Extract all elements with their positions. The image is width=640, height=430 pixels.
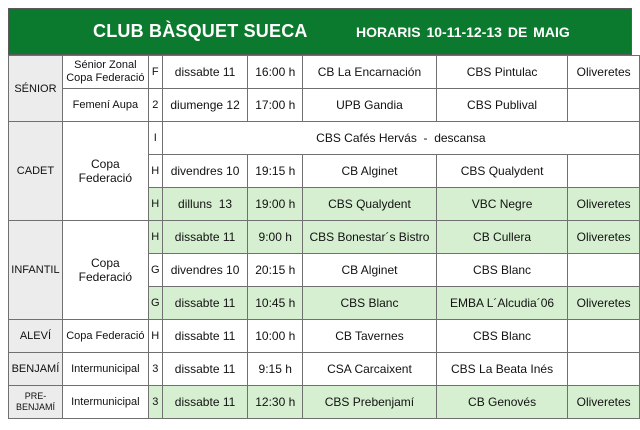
competition-cell: Sénior Zonal Copa Federació	[62, 56, 148, 89]
competition-cell: Intermunicipal	[62, 386, 148, 419]
time-cell: 17:00 h	[248, 89, 303, 122]
rest-notice: CBS Cafés Hervás - descansa	[162, 122, 639, 155]
home-team: CBS Bonestar´s Bistro	[303, 221, 437, 254]
time-cell: 19:00 h	[248, 188, 303, 221]
day-cell: dissabte 11	[162, 353, 248, 386]
home-team: CBS Prebenjamí	[303, 386, 437, 419]
home-team: UPB Gandia	[303, 89, 437, 122]
venue-cell	[568, 320, 640, 353]
category-cadet: CADET	[9, 122, 63, 221]
table-row	[9, 122, 640, 155]
competition-cell: Femení Aupa	[62, 89, 148, 122]
day-cell: divendres 10	[162, 155, 248, 188]
category-senior: SÉNIOR	[9, 56, 63, 122]
table-row	[9, 353, 640, 386]
home-team: CB Tavernes	[303, 320, 437, 353]
time-cell: 9:15 h	[248, 353, 303, 386]
away-team: VBC Negre	[436, 188, 567, 221]
category-prebenjami	[9, 386, 63, 419]
home-team: CB La Encarnación	[303, 56, 437, 89]
venue-cell: Oliveretes	[568, 56, 640, 89]
table-row	[9, 221, 640, 254]
group-code: F	[148, 56, 162, 89]
venue-cell: Oliveretes	[568, 287, 640, 320]
away-team: CBS Publival	[436, 89, 567, 122]
group-code: H	[148, 320, 162, 353]
time-cell: 19:15 h	[248, 155, 303, 188]
venue-cell: Oliveretes	[568, 188, 640, 221]
group-code: G	[148, 287, 162, 320]
table-row	[9, 386, 640, 419]
day-cell: dissabte 11	[162, 221, 248, 254]
day-cell: dissabte 11	[162, 287, 248, 320]
time-cell: 16:00 h	[248, 56, 303, 89]
day-cell: divendres 10	[162, 254, 248, 287]
competition-cell: Copa Federació	[62, 320, 148, 353]
group-code: I	[148, 122, 162, 155]
day-cell: dilluns 13	[162, 188, 248, 221]
table-row	[9, 320, 640, 353]
club-title: CLUB BÀSQUET SUECA	[93, 21, 308, 41]
competition-cell: Intermunicipal	[62, 353, 148, 386]
home-team: CBS Qualydent	[303, 188, 437, 221]
group-code: H	[148, 221, 162, 254]
group-code: H	[148, 155, 162, 188]
away-team: EMBA L´Alcudia´06	[436, 287, 567, 320]
venue-cell: Oliveretes	[568, 221, 640, 254]
away-team: CBS Blanc	[436, 254, 567, 287]
time-cell: 12:30 h	[248, 386, 303, 419]
competition-cell: Copa Federació	[62, 122, 148, 221]
group-code: 3	[148, 353, 162, 386]
category-infantil: INFANTIL	[9, 221, 63, 320]
day-cell: dissabte 11	[162, 386, 248, 419]
time-cell: 10:45 h	[248, 287, 303, 320]
home-team: CB Alginet	[303, 155, 437, 188]
home-team: CSA Carcaixent	[303, 353, 437, 386]
time-cell: 9:00 h	[248, 221, 303, 254]
venue-cell	[568, 353, 640, 386]
table-row	[9, 56, 640, 89]
schedule-header	[8, 8, 632, 55]
time-cell: 10:00 h	[248, 320, 303, 353]
competition-cell: Copa Federació	[62, 221, 148, 320]
day-cell: diumenge 12	[162, 89, 248, 122]
group-code: 2	[148, 89, 162, 122]
away-team: CB Cullera	[436, 221, 567, 254]
away-team: CBS Blanc	[436, 320, 567, 353]
away-team: CB Genovés	[436, 386, 567, 419]
home-team: CB Alginet	[303, 254, 437, 287]
venue-cell	[568, 155, 640, 188]
schedule-table	[8, 55, 640, 419]
table-row	[9, 89, 640, 122]
away-team: CBS Pintulac	[436, 56, 567, 89]
away-team: CBS Qualydent	[436, 155, 567, 188]
category-prebenjami-line1: PRE-	[24, 391, 47, 401]
venue-cell	[568, 254, 640, 287]
category-prebenjami-line2: BENJAMÍ	[15, 402, 55, 412]
category-alevi: ALEVÍ	[9, 320, 63, 353]
category-benjami: BENJAMÍ	[9, 353, 63, 386]
time-cell: 20:15 h	[248, 254, 303, 287]
group-code: G	[148, 254, 162, 287]
group-code: H	[148, 188, 162, 221]
day-cell: dissabte 11	[162, 320, 248, 353]
home-team: CBS Blanc	[303, 287, 437, 320]
day-cell: dissabte 11	[162, 56, 248, 89]
schedule-dates-title: HORARIS 10-11-12-13 DE MAIG	[356, 24, 570, 40]
venue-cell: Oliveretes	[568, 386, 640, 419]
venue-cell	[568, 89, 640, 122]
group-code: 3	[148, 386, 162, 419]
away-team: CBS La Beata Inés	[436, 353, 567, 386]
